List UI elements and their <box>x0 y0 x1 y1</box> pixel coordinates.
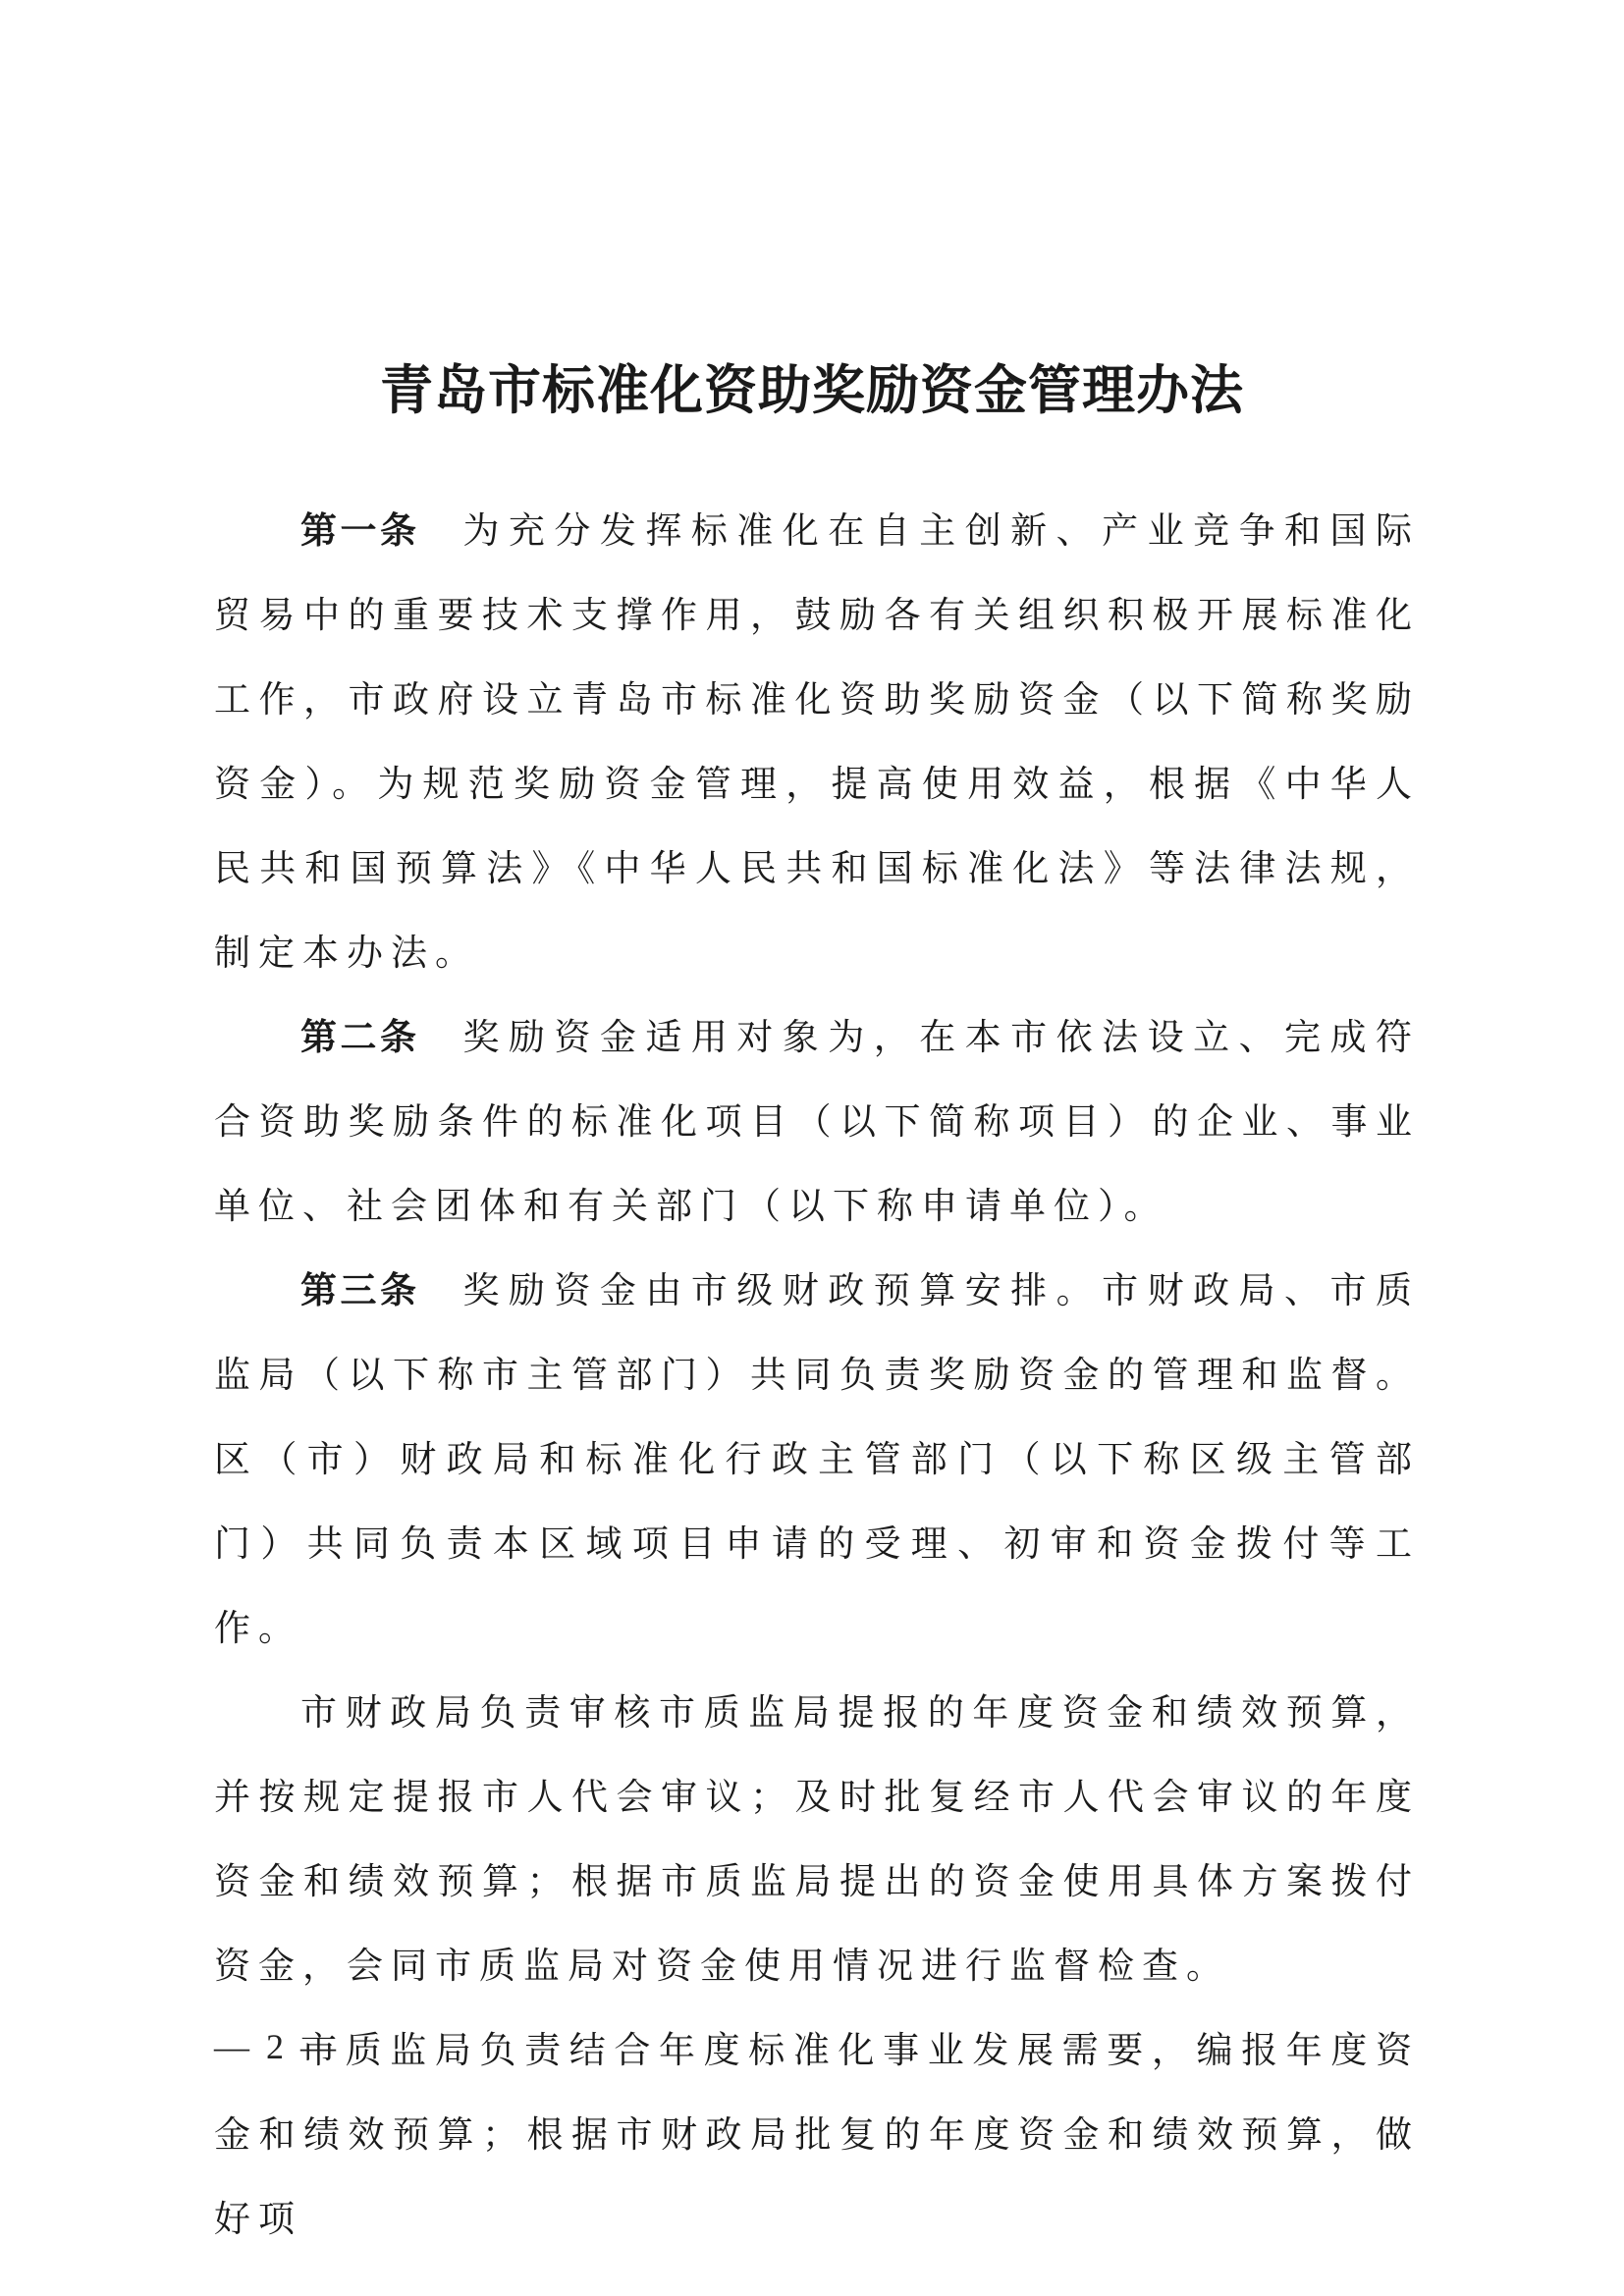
article-2 <box>214 995 1420 1249</box>
paragraph-text: 市财政局负责审核市质监局提报的年度资金和绩效预算，并按规定提报市人代会审议；及时批复经市人代会审议的年度资金和绩效预算；根据市质监局提出的资金使用具体方案拨付资金，会同市质监局对资金使用情况进行监督检查。 <box>214 1691 1420 1987</box>
article-text: 奖励资金适用对象为，在本市依法设立、完成符合资助奖励条件的标准化项目（以下简称项目）的企业、事业单位、社会团体和有关部门（以下称申请单位）。 <box>214 1016 1421 1227</box>
page-title: 青岛市标准化资助奖励资金管理办法 <box>380 358 1244 421</box>
article-1 <box>214 489 1420 995</box>
article-text: 奖励资金由市级财政预算安排。市财政局、市质监局（以下称市主管部门）共同负责奖励资金的管理和监督。区（市）财政局和标准化行政主管部门（以下称区级主管部门）共同负责本区域项目申请的受理、初审和资金拨付等工作。 <box>214 1269 1421 1649</box>
article-label: 第二条 <box>300 1016 420 1058</box>
article-label: 第一条 <box>300 509 420 552</box>
article-text: 为充分发挥标准化在自主创新、产业竞争和国际贸易中的重要技术支撑作用，鼓励各有关组织积极开展标准化工作，市政府设立青岛市标准化资助奖励资金（以下简称奖励资金）。为规范奖励资金管理，提高使用效益，根据《中华人民共和国预算法》《中华人民共和国标准化法》等法律法规，制定本办法。 <box>214 509 1421 974</box>
document-body <box>214 489 1420 2262</box>
paragraph-text: 市质监局负责结合年度标准化事业发展需要，编报年度资金和绩效预算；根据市财政局批复的年度资金和绩效预算，做好项 <box>214 2029 1420 2240</box>
article-label: 第三条 <box>300 1269 420 1311</box>
article-3 <box>214 1249 1420 1671</box>
page-number: — 2 — <box>214 2027 340 2066</box>
article-3-paragraph-2 <box>214 1671 1420 2008</box>
article-3-paragraph-3 <box>214 2008 1420 2262</box>
